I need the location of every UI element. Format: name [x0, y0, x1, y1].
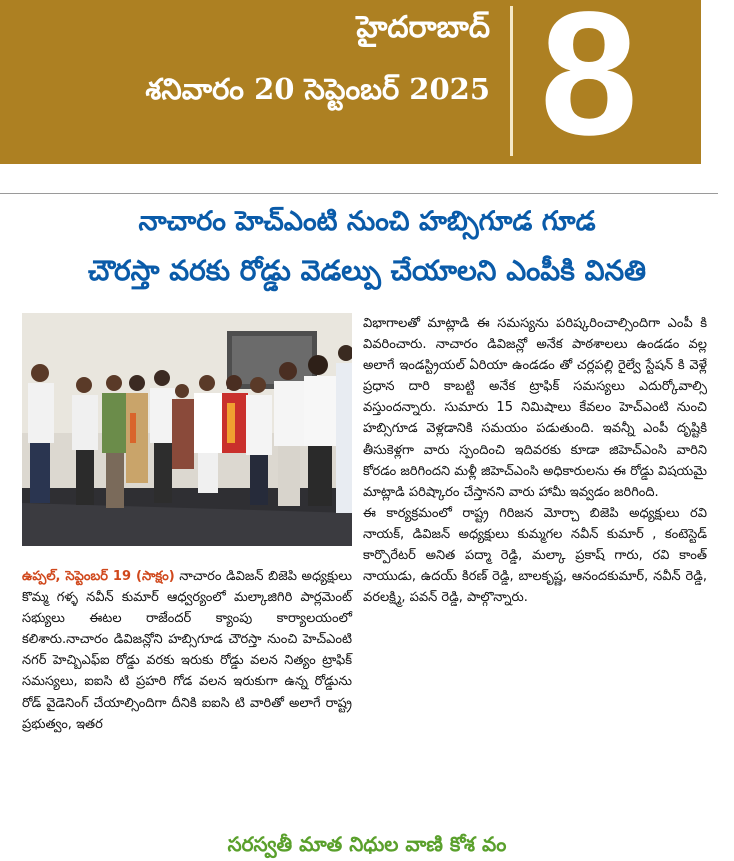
article-left-column [22, 566, 352, 735]
header-divider [510, 6, 513, 156]
section-rule [0, 193, 718, 194]
article-right-text-1: విభాగాలతో మాట్లాడి ఈ సమస్యను పరిష్కరించాల్సిందిగా ఎంపీ కి వివరించారు. నాచారం డివిజన్లో అనేక పాఠశాలలు ఉండడం వల్ల అలాగే ఇండస్ట్రియల్ ఏరియా ఉండడం తో చర్లపల్లి రైల్వే స్టేషన్ కి వెళ్లే ప్రధాన దారి కాబట్టి అనేక ట్రాఫిక్ సమస్యలు ఎదుర్కోవాల్సి వస్తుందన్నారు. సుమారు 15 నిమిషాలు కేవలం హెచ్ఎంటి నుంచి హబ్సిగూడ వెళ్లడానికి సమయం పడుతుంది. ఇవన్నీ ఎంపీ దృష్టికి తీసుకెళ్లగా వారు స్పందించి ఇదివరకు కూడా జిహెచ్ఎంసి వారిని కోరడం జరిగిందని మళ్లీ జిహెచ్ఎంసి అధికారులను ఈ రోడ్డు విషయమై మాట్లాడి పరిష్కారం చేస్తానని వారు హామీ ఇవ్వడం జరిగింది. [363, 316, 707, 500]
headline-line-2: చౌరస్తా వరకు రోడ్డు వెడల్పు చేయాలని ఎంపీకి వినతి [87, 254, 647, 287]
article-left-text: నాచారం డివిజన్ బిజెపి అధ్యక్షులు కొమ్మ గళ్ళ నవీన్ కుమార్ ఆధ్వర్యంలో మల్కాజిగిరి పార్లమెంట్ సభ్యులు ఈటల రాజేందర్ క్యాంపు కార్యాలయంలో కలిశారు.నాచారం డివిజన్లోని హబ్సిగూడ చౌరస్తా నుంచి హెచ్ఎంటి నగర్ హెచ్బిఎఫ్ఐ రోడ్డు వరకు ఇరుకు రోడ్డు వలన నిత్యం ట్రాఫిక్ సమస్యలు, ఐఐసి టి ప్రహరి గోడ వలన ఇరుకుగా ఉన్న రోడ్డును రోడ్ వైడెనింగ్ చేయాల్సిందిగా దీనికి ఐఐసి టి వారితో అలాగే రాష్ట్ర ప్రభుత్వం, ఇతర [22, 569, 352, 732]
article-dateline: ఉప్పల్, సెప్టెంబర్ 19 (సాక్షం) [22, 569, 175, 584]
headline-line-1: నాచారం హెచ్ఎంటి నుంచి హబ్సిగూడ గూడ [138, 206, 596, 237]
issue-date: శనివారం 20 సెప్టెంబర్ 2025 [145, 72, 490, 106]
article-right-column [363, 313, 707, 608]
next-article-headline: సరస్వతీ మాత నిధుల వాణి కోశ వం [227, 832, 507, 856]
city-name: హైదరాబాద్ [356, 10, 490, 45]
article-lead-paragraph [22, 566, 352, 735]
page-number: 8 [540, 0, 638, 172]
article-right-text-2: ఈ కార్యక్రమంలో రాష్ట్ర గిరిజన మోర్చా బిజెపి అధ్యక్షులు రవి నాయక్, డివిజన్ అధ్యక్షులు కుమ్మగల నవీన్ కుమార్ , కంటెస్టెడ్ కార్పొరేటర్ అనిత పద్మా రెడ్డి, మల్కా ప్రకాష్ గారు, రవి కాంత్ నాయుడు, ఉదయ్ కిరణ్ రెడ్డి, బాలకృష్ణ, ఆనందకుమార్, నవీన్ రెడ్డి, వరలక్ష్మి, పవన్ రెడ్డి, పాల్గొన్నారు. [363, 505, 707, 606]
news-photo [22, 313, 352, 546]
page-header-band [0, 0, 701, 172]
